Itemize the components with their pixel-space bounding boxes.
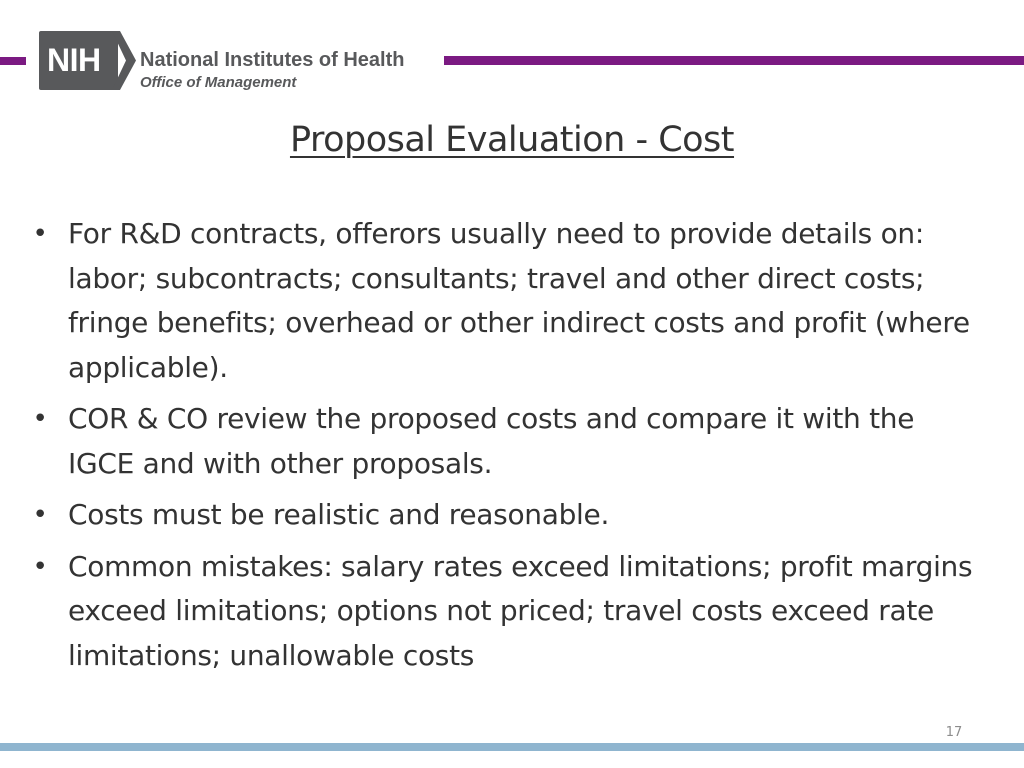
bullet-text: For R&D contracts, offerors usually need to provide details on: labor; subcontracts; consultants; travel and other direct costs; fringe benefits; overhead or other indirect costs and profit (where applicable).: [68, 217, 970, 384]
bullet-item: [30, 545, 980, 679]
bullet-item: [30, 397, 980, 486]
header-accent-bar-right: [444, 56, 1024, 65]
org-subtitle: Office of Management: [140, 74, 297, 91]
footer-bar: [0, 743, 1024, 751]
bullet-icon: •: [32, 500, 48, 530]
bullet-item: [30, 493, 980, 538]
header-accent-bar-left: [0, 57, 26, 65]
bullet-text: COR & CO review the proposed costs and compare it with the IGCE and with other proposals.: [68, 402, 915, 480]
page-number: 17: [945, 725, 963, 740]
nih-logo-chevron-icon: [112, 31, 136, 90]
slide-title: Proposal Evaluation - Cost: [289, 120, 735, 160]
bullet-icon: •: [32, 219, 48, 249]
org-name: National Institutes of Health: [140, 49, 405, 71]
bullet-icon: •: [32, 404, 48, 434]
bullet-icon: •: [32, 551, 48, 582]
bullet-list: [30, 212, 980, 685]
bullet-item: [30, 212, 980, 390]
bullet-text: Common mistakes: salary rates exceed limitations; profit margins exceed limitations; options not priced; travel costs exceed rate limitations; unallowable costs: [68, 549, 973, 672]
nih-logo-text: NIH: [47, 42, 101, 78]
bullet-text: Costs must be realistic and reasonable.: [68, 498, 610, 531]
